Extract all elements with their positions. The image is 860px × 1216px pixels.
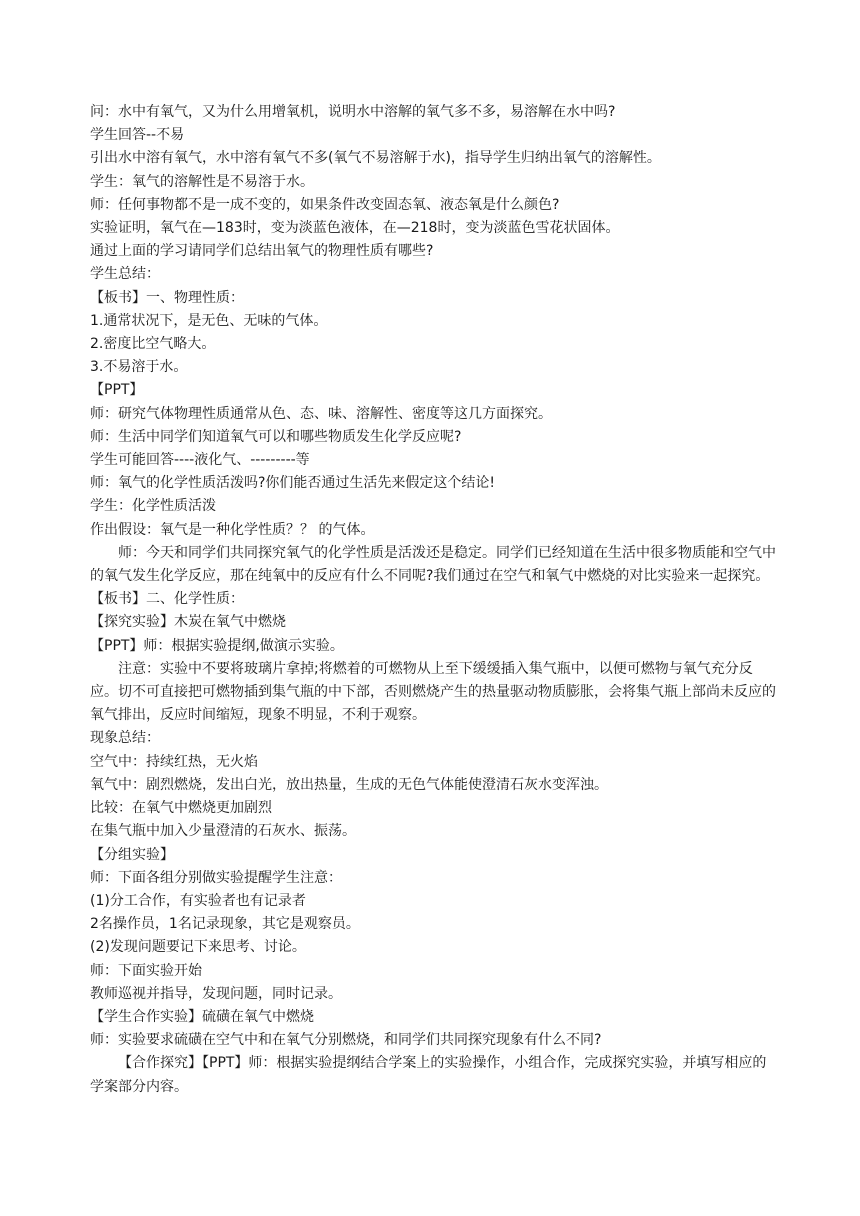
paragraph: 师：今天和同学们共同探究氧气的化学性质是活泼还是稳定。同学们已经知道在生活中很多物质能和空气中的氧气发生化学反应，那在纯氧中的反应有什么不同呢?我们通过在空气和氧气中燃烧的对比实验来一起探究。 [90, 544, 776, 585]
paragraph: 【合作探究】【PPT】师：根据实验提纲结合学案上的实验操作，小组合作，完成探究实验，并填写相应的学案部分内容。 [90, 1055, 767, 1095]
paragraph: 师：任何事物都不是一成不变的，如果条件改变固态氧、液态氧是什么颜色? [90, 196, 560, 213]
list-item: 2.密度比空气略大。 [90, 336, 216, 353]
paragraph: 作出假设：氧气是一种化学性质？？ 的气体。 [90, 521, 375, 538]
paragraph: 在集气瓶中加入少量澄清的石灰水、振荡。 [90, 823, 356, 840]
paragraph: 师：研究气体物理性质通常从色、态、味、溶解性、密度等这几方面探究。 [90, 405, 552, 422]
paragraph: 学生可能回答----液化气、---------等 [90, 452, 310, 469]
paragraph: (2)发现问题要记下来思考、讨论。 [90, 939, 306, 956]
paragraph: 【探究实验】木炭在氧气中燃烧 [90, 614, 286, 631]
list-item: 1.通常状况下，是无色、无味的气体。 [90, 312, 328, 329]
paragraph: 2名操作员，1名记录现象，其它是观察员。 [90, 916, 360, 933]
paragraph: 现象总结： [90, 730, 160, 747]
paragraph: 师：实验要求硫磺在空气中和在氧气分别燃烧，和同学们共同探究现象有什么不同? [90, 1032, 602, 1049]
paragraph: 空气中：持续红热，无火焰 [90, 753, 258, 770]
paragraph: 比较：在氧气中燃烧更加剧烈 [90, 800, 272, 817]
paragraph: 教师巡视并指导，发现问题，同时记录。 [90, 985, 342, 1002]
list-item: 3.不易溶于水。 [90, 359, 188, 376]
paragraph: 氧气中：剧烈燃烧，发出白光，放出热量，生成的无色气体能使澄清石灰水变浑浊。 [90, 776, 608, 793]
paragraph: 【PPT】师：根据实验提纲,做演示实验。 [90, 637, 344, 654]
paragraph: 通过上面的学习请同学们总结出氧气的物理性质有哪些? [90, 243, 434, 260]
paragraph: 学生：化学性质活泼 [90, 498, 216, 515]
paragraph: 引出水中溶有氧气，水中溶有氧气不多(氧气不易溶解于水)，指导学生归纳出氧气的溶解性。 [90, 150, 661, 167]
paragraph: 学生总结： [90, 266, 160, 283]
ppt-marker: 【PPT】 [90, 382, 144, 399]
paragraph: 师：氧气的化学性质活泼吗?你们能否通过生活先来假定这个结论! [90, 475, 496, 492]
board-heading: 【板书】二、化学性质： [90, 591, 244, 608]
document-body [90, 101, 780, 1099]
board-heading: 【板书】一、物理性质： [90, 289, 244, 306]
paragraph: 注意：实验中不要将玻璃片拿掉;将燃着的可燃物从上至下缓缓插入集气瓶中，以便可燃物与氧气充分反应。切不可直接把可燃物插到集气瓶的中下部，否则燃烧产生的热量驱动物质膨胀，会将集气瓶上部尚未反应的氧气排出，反应时间缩短，现象不明显，不利于观察。 [90, 660, 776, 724]
paragraph: 师：下面各组分别做实验提醒学生注意： [90, 869, 342, 886]
paragraph: 师：下面实验开始 [90, 962, 202, 979]
paragraph: 问：水中有氧气，又为什么用增氧机，说明水中溶解的氧气多不多，易溶解在水中吗? [90, 104, 616, 120]
paragraph: 学生回答--不易 [90, 127, 185, 144]
paragraph: 师：生活中同学们知道氧气可以和哪些物质发生化学反应呢? [90, 428, 462, 445]
paragraph: 【分组实验】 [90, 846, 174, 863]
paragraph: (1)分工合作，有实验者也有记录者 [90, 892, 306, 909]
paragraph: 实验证明，氧气在—183时，变为淡蓝色液体，在—218时，变为淡蓝色雪花状固体。 [90, 220, 620, 237]
paragraph: 【学生合作实验】硫磺在氧气中燃烧 [90, 1008, 314, 1025]
paragraph: 学生：氧气的溶解性是不易溶于水。 [90, 173, 314, 190]
